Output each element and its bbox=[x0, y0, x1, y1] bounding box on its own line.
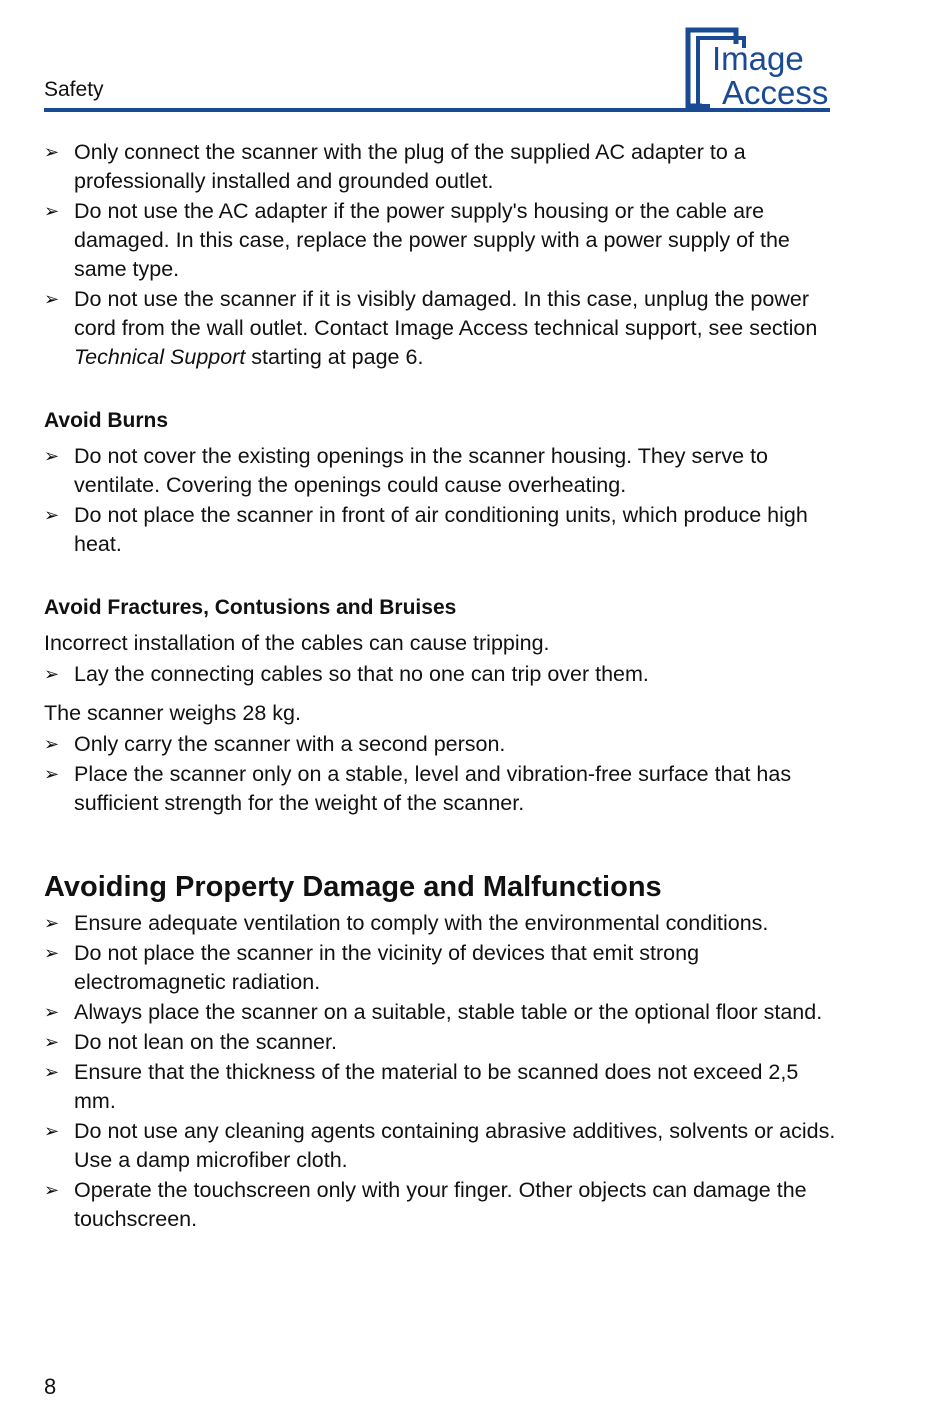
list-item: ➢ Do not use any cleaning agents containing abrasive additives, solvents or acids. Use a damp microfiber cloth. bbox=[44, 1119, 836, 1172]
list-item: ➢ Operate the touchscreen only with your finger. Other objects can damage the touchscreen. bbox=[44, 1178, 807, 1231]
avoid-fractures-heading: Avoid Fractures, Contusions and Bruises bbox=[44, 596, 457, 619]
list-item: ➢ Do not cover the existing openings in the scanner housing. They serve to ventilate. Covering the openings could cause overheating. bbox=[44, 444, 768, 497]
list-item: ➢ Place the scanner only on a stable, level and vibration-free surface that has sufficient strength for the weight of the scanner. bbox=[44, 762, 792, 815]
arrowhead-bullet-icon: ➢ bbox=[44, 1180, 60, 1200]
property-bullet-list bbox=[44, 909, 844, 1234]
logo-graphic bbox=[684, 26, 830, 108]
tripping-text: Incorrect installation of the cables can cause tripping. bbox=[44, 631, 550, 655]
list-item: ➢ Always place the scanner on a suitable, stable table or the optional floor stand. bbox=[44, 998, 844, 1027]
arrowhead-bullet-icon: ➢ bbox=[44, 446, 60, 466]
page-content bbox=[44, 138, 844, 1235]
list-item: ➢ Only carry the scanner with a second person. bbox=[44, 730, 844, 759]
list-item: ➢ Do not place the scanner in front of air conditioning units, which produce high heat. bbox=[44, 503, 808, 556]
arrowhead-bullet-icon: ➢ bbox=[44, 734, 60, 754]
avoid-burns-heading: Avoid Burns bbox=[44, 409, 169, 432]
image-access-logo bbox=[684, 26, 830, 108]
burns-bullet-list bbox=[44, 442, 844, 559]
arrowhead-bullet-icon: ➢ bbox=[44, 1062, 60, 1082]
page-header bbox=[44, 22, 830, 112]
arrowhead-bullet-icon: ➢ bbox=[44, 764, 60, 784]
list-item: ➢ Only connect the scanner with the plug of the supplied AC adapter to a professionally installed and grounded outlet. bbox=[44, 140, 746, 193]
list-item: ➢ Do not use the scanner if it is visibly damaged. In this case, unplug the power cord from the wall outlet. Contact Image Access technical support, see section Technical Support starting at page 6. bbox=[44, 287, 818, 369]
list-item: ➢ Do not use the AC adapter if the power supply's housing or the cable are damaged. In this case, replace the power supply with a power supply of the same type. bbox=[44, 199, 790, 281]
weight-text: The scanner weighs 28 kg. bbox=[44, 701, 301, 725]
list-item: ➢ Do not place the scanner in the vicinity of devices that emit strong electromagnetic radiation. bbox=[44, 941, 700, 994]
list-item: ➢ Ensure that the thickness of the material to be scanned does not exceed 2,5 mm. bbox=[44, 1060, 799, 1113]
arrowhead-bullet-icon: ➢ bbox=[44, 664, 60, 684]
arrowhead-bullet-icon: ➢ bbox=[44, 505, 60, 525]
arrowhead-bullet-icon: ➢ bbox=[44, 201, 60, 221]
page-number: 8 bbox=[44, 1374, 57, 1399]
list-item: ➢ Ensure adequate ventilation to comply with the environmental conditions. bbox=[44, 909, 844, 938]
list-item: ➢ Lay the connecting cables so that no one can trip over them. bbox=[44, 660, 844, 689]
property-damage-heading: Avoiding Property Damage and Malfunctions bbox=[44, 871, 662, 903]
arrowhead-bullet-icon: ➢ bbox=[44, 943, 60, 963]
weight-bullet-list bbox=[44, 730, 844, 818]
list-item: ➢ Do not lean on the scanner. bbox=[44, 1028, 844, 1057]
header-rule bbox=[44, 108, 830, 112]
arrowhead-bullet-icon: ➢ bbox=[44, 289, 60, 309]
cables-bullet-list bbox=[44, 660, 844, 689]
logo-word-image: Image bbox=[712, 40, 804, 77]
logo-word-access: Access bbox=[722, 74, 829, 108]
intro-bullet-list bbox=[44, 138, 844, 372]
section-label: Safety bbox=[44, 78, 104, 101]
arrowhead-bullet-icon: ➢ bbox=[44, 913, 60, 933]
arrowhead-bullet-icon: ➢ bbox=[44, 142, 60, 162]
section-reference: Technical Support bbox=[74, 345, 246, 369]
arrowhead-bullet-icon: ➢ bbox=[44, 1121, 60, 1141]
arrowhead-bullet-icon: ➢ bbox=[44, 1002, 60, 1022]
arrowhead-bullet-icon: ➢ bbox=[44, 1032, 60, 1052]
